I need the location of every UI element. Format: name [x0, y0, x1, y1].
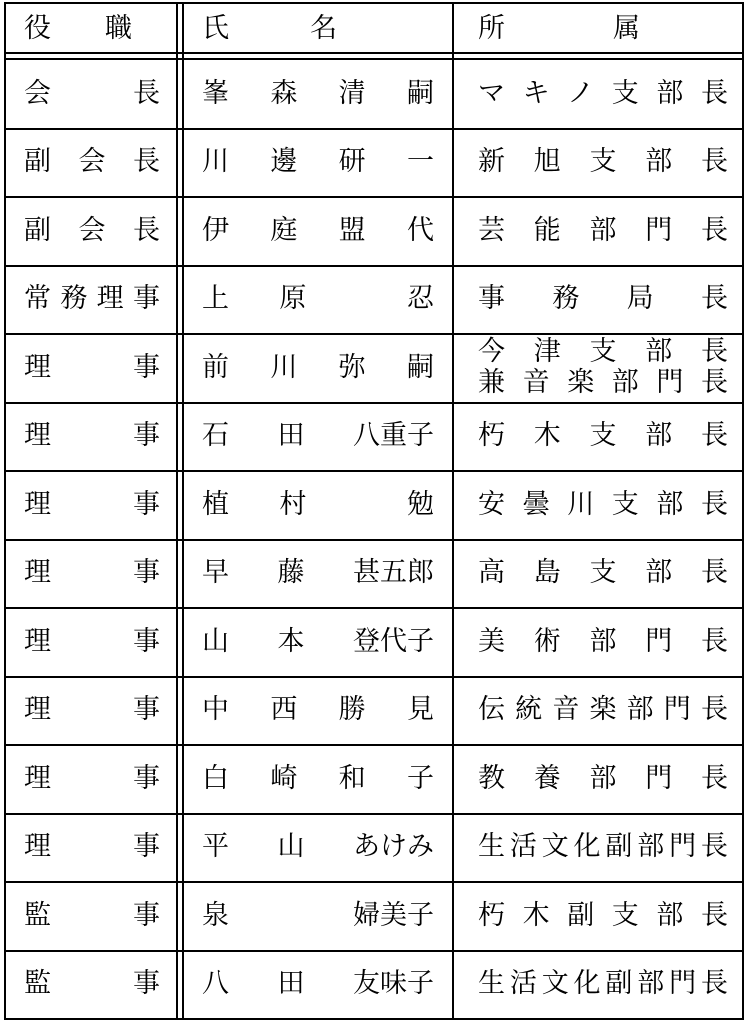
- cell-char: 清: [338, 77, 366, 109]
- affiliation-cell: [478, 197, 728, 264]
- cell-char: 養: [533, 762, 561, 794]
- cell-char: 友味子: [353, 968, 434, 1000]
- name-cell: [202, 814, 434, 881]
- name-cell: [202, 882, 434, 949]
- cell-char: 長: [133, 77, 160, 109]
- cell-char: 監: [24, 968, 51, 1000]
- cell-char: 兼: [478, 367, 505, 399]
- cell-char: 植: [202, 488, 229, 520]
- affiliation-cell: [478, 129, 728, 196]
- cell-char: 今: [478, 336, 505, 368]
- cell-char: 楽: [567, 367, 595, 399]
- cell-char: 藤: [277, 557, 305, 589]
- cell-char: 新: [478, 146, 505, 178]
- affiliation-cell: [478, 608, 728, 675]
- name-cell: [202, 403, 434, 470]
- cell-char: 木: [533, 420, 561, 452]
- role-cell: [24, 951, 160, 1018]
- cell-char: 勝: [338, 694, 366, 726]
- cell-char: 支: [589, 336, 617, 368]
- cell-char: マ: [478, 77, 505, 109]
- cell-char: 文: [541, 968, 569, 1000]
- cell-char: 事: [133, 557, 160, 589]
- cell-char: 部: [645, 557, 673, 589]
- cell-char: 朽: [478, 420, 505, 452]
- role-cell: [24, 677, 160, 744]
- role-cell: [24, 745, 160, 812]
- cell-char: 長: [701, 420, 728, 452]
- cell-char: 部: [656, 77, 684, 109]
- cell-char: 島: [533, 557, 561, 589]
- cell-char: 会: [78, 146, 106, 178]
- cell-char: 副: [24, 214, 51, 246]
- cell-char: 長: [701, 625, 728, 657]
- cell-char: 長: [700, 899, 728, 931]
- cell-char: 本: [277, 625, 305, 657]
- cell-char: 門: [663, 694, 691, 726]
- cell-char: 理: [24, 557, 51, 589]
- cell-char: 長: [701, 146, 728, 178]
- cell-char: 川: [202, 146, 229, 178]
- column-divider: [182, 4, 184, 1018]
- cell-char: 事: [133, 420, 160, 452]
- cell-char: 長: [701, 762, 728, 794]
- cell-char: 前: [202, 351, 229, 383]
- header-divider: [6, 52, 742, 54]
- cell-char: 生: [478, 831, 505, 863]
- cell-char: 事: [133, 899, 160, 931]
- cell-char: 部: [656, 899, 684, 931]
- cell-char: 部: [611, 367, 639, 399]
- cell-char: 支: [589, 146, 617, 178]
- role-cell: [24, 334, 160, 401]
- cell-char: 部: [589, 214, 617, 246]
- cell-char: 嗣: [406, 77, 434, 109]
- cell-char: 部: [589, 762, 617, 794]
- cell-char: 長: [133, 146, 160, 178]
- cell-char: 長: [701, 557, 728, 589]
- officer-roster-table: [4, 2, 744, 1020]
- cell-char: 理: [24, 351, 51, 383]
- cell-char: 事: [133, 831, 160, 863]
- role-cell: [24, 882, 160, 949]
- cell-char: 局: [626, 283, 654, 315]
- affiliation-cell: [478, 540, 728, 607]
- name-cell: [202, 745, 434, 812]
- cell-char: キ: [522, 77, 550, 109]
- cell-char: 八: [202, 968, 229, 1000]
- affiliation-cell: [478, 882, 728, 949]
- name-cell: [202, 197, 434, 264]
- header-affiliation: [478, 4, 728, 52]
- role-cell: [24, 814, 160, 881]
- cell-char: 美: [478, 625, 505, 657]
- cell-char: 生: [478, 968, 505, 1000]
- role-cell: [24, 608, 160, 675]
- role-cell: [24, 60, 160, 127]
- affiliation-cell: [478, 814, 728, 881]
- name-cell: [202, 677, 434, 744]
- cell-char: 伊: [202, 214, 229, 246]
- cell-char: 事: [478, 283, 505, 315]
- cell-char: 長: [700, 831, 728, 863]
- cell-char: 木: [522, 899, 550, 931]
- cell-char: 庭: [270, 214, 298, 246]
- cell-char: 理: [24, 762, 51, 794]
- role-cell: [24, 403, 160, 470]
- cell-char: 中: [202, 694, 229, 726]
- cell-char: 部: [589, 625, 617, 657]
- cell-char: 嗣: [406, 351, 434, 383]
- cell-char: ノ: [567, 77, 595, 109]
- cell-char: 盟: [338, 214, 366, 246]
- cell-char: 楽: [589, 694, 617, 726]
- affiliation-cell: [478, 677, 728, 744]
- cell-char: 文: [541, 831, 569, 863]
- cell-char: 理: [96, 283, 124, 315]
- cell-char: 原: [279, 283, 307, 315]
- cell-char: 朽: [478, 899, 505, 931]
- role-cell: [24, 540, 160, 607]
- cell-char: 副: [567, 899, 595, 931]
- cell-char: 曇: [522, 488, 550, 520]
- name-cell: [202, 266, 434, 333]
- cell-char: 高: [478, 557, 505, 589]
- cell-char: 門: [656, 367, 684, 399]
- cell-char: 長: [700, 77, 728, 109]
- cell-char: 伝: [478, 694, 505, 726]
- cell-char: 支: [611, 77, 639, 109]
- affiliation-cell: [478, 951, 728, 1018]
- cell-char: 監: [24, 899, 51, 931]
- role-cell: [24, 129, 160, 196]
- affiliation-cell: [478, 471, 728, 538]
- cell-char: 門: [645, 762, 673, 794]
- cell-char: 教: [478, 762, 505, 794]
- name-cell: [202, 129, 434, 196]
- affiliation-line: [478, 336, 728, 368]
- cell-char: 見: [406, 694, 434, 726]
- cell-char: 部: [645, 336, 673, 368]
- cell-char: 事: [133, 351, 160, 383]
- cell-char: 常: [24, 283, 51, 315]
- cell-char: 早: [202, 557, 229, 589]
- cell-char: 部: [637, 968, 665, 1000]
- cell-char: 務: [60, 283, 88, 315]
- cell-char: 泉: [202, 899, 229, 931]
- cell-char: 事: [133, 968, 160, 1000]
- affiliation-cell: [478, 403, 728, 470]
- cell-char: 理: [24, 831, 51, 863]
- cell-char: 旭: [533, 146, 561, 178]
- cell-char: 部: [645, 420, 673, 452]
- cell-char: 会: [24, 77, 51, 109]
- cell-char: 和: [338, 762, 366, 794]
- cell-char: 活: [509, 968, 537, 1000]
- cell-char: 登代子: [353, 625, 434, 657]
- name-cell: [202, 60, 434, 127]
- cell-char: 能: [533, 214, 561, 246]
- role-cell: [24, 197, 160, 264]
- cell-char: 研: [338, 146, 366, 178]
- cell-char: 化: [573, 968, 601, 1000]
- cell-char: 副: [605, 968, 633, 1000]
- cell-char: 事: [133, 762, 160, 794]
- cell-char: 理: [24, 420, 51, 452]
- name-cell: [202, 540, 434, 607]
- cell-char: 理: [24, 625, 51, 657]
- cell-char: 西: [270, 694, 298, 726]
- header-affiliation-label: 所 属: [478, 12, 640, 44]
- cell-char: 理: [24, 488, 51, 520]
- cell-char: 支: [611, 899, 639, 931]
- cell-char: 山: [202, 625, 229, 657]
- role-cell: [24, 471, 160, 538]
- cell-char: 門: [645, 625, 673, 657]
- cell-char: 一: [406, 146, 434, 178]
- cell-char: 化: [573, 831, 601, 863]
- affiliation-cell: [478, 745, 728, 812]
- cell-char: 八重子: [353, 420, 434, 452]
- cell-char: 田: [277, 420, 305, 452]
- cell-char: 津: [533, 336, 561, 368]
- cell-char: 邊: [270, 146, 298, 178]
- cell-char: 村: [279, 488, 307, 520]
- cell-char: 婦美子: [353, 899, 434, 931]
- cell-char: 事: [133, 694, 160, 726]
- cell-char: 崎: [270, 762, 298, 794]
- cell-char: 長: [701, 336, 728, 368]
- cell-char: 長: [700, 283, 728, 315]
- cell-char: 副: [605, 831, 633, 863]
- cell-char: 門: [645, 214, 673, 246]
- cell-char: 長: [133, 214, 160, 246]
- cell-char: 長: [700, 968, 728, 1000]
- cell-char: 門: [669, 831, 697, 863]
- cell-char: 忍: [406, 283, 434, 315]
- name-cell: [202, 608, 434, 675]
- cell-char: 子: [406, 762, 434, 794]
- cell-char: 務: [552, 283, 580, 315]
- cell-char: 白: [202, 762, 229, 794]
- cell-char: 勉: [406, 488, 434, 520]
- cell-char: 部: [656, 488, 684, 520]
- column-divider: [452, 4, 454, 1018]
- cell-char: 峯: [202, 77, 229, 109]
- cell-char: 部: [637, 831, 665, 863]
- cell-char: 川: [270, 351, 298, 383]
- affiliation-cell: [478, 266, 728, 333]
- name-cell: [202, 471, 434, 538]
- cell-char: 支: [589, 420, 617, 452]
- cell-char: 音: [522, 367, 550, 399]
- header-role: [24, 4, 160, 52]
- cell-char: 田: [277, 968, 305, 1000]
- cell-char: 事: [133, 625, 160, 657]
- cell-char: 事: [132, 283, 160, 315]
- cell-char: 統: [515, 694, 543, 726]
- affiliation-cell: [478, 60, 728, 127]
- cell-char: 音: [552, 694, 580, 726]
- cell-char: 理: [24, 694, 51, 726]
- cell-char: 甚五郎: [353, 557, 434, 589]
- cell-char: 部: [626, 694, 654, 726]
- cell-char: 術: [533, 625, 561, 657]
- header-name: [202, 4, 434, 52]
- cell-char: 活: [509, 831, 537, 863]
- cell-char: 芸: [478, 214, 505, 246]
- column-divider: [176, 4, 178, 1018]
- cell-char: 長: [700, 694, 728, 726]
- cell-char: あけみ: [353, 831, 434, 863]
- cell-char: 山: [277, 831, 305, 863]
- cell-char: 部: [645, 146, 673, 178]
- cell-char: 会: [78, 214, 106, 246]
- cell-char: 長: [701, 214, 728, 246]
- cell-char: 安: [478, 488, 505, 520]
- affiliation-cell: [478, 334, 728, 401]
- cell-char: 石: [202, 420, 229, 452]
- name-cell: [202, 951, 434, 1018]
- role-cell: [24, 266, 160, 333]
- cell-char: 門: [669, 968, 697, 1000]
- cell-char: 平: [202, 831, 229, 863]
- header-role-label: 役 職: [24, 12, 132, 44]
- cell-char: 長: [700, 488, 728, 520]
- cell-char: 川: [567, 488, 595, 520]
- cell-char: 副: [24, 146, 51, 178]
- header-name-label: 氏 名: [202, 12, 337, 44]
- cell-char: 長: [700, 367, 728, 399]
- cell-char: 支: [611, 488, 639, 520]
- cell-char: 代: [406, 214, 434, 246]
- cell-char: 上: [202, 283, 229, 315]
- cell-char: 事: [133, 488, 160, 520]
- cell-char: 森: [270, 77, 298, 109]
- cell-char: 支: [589, 557, 617, 589]
- cell-char: 弥: [338, 351, 366, 383]
- name-cell: [202, 334, 434, 401]
- affiliation-line: [478, 367, 728, 399]
